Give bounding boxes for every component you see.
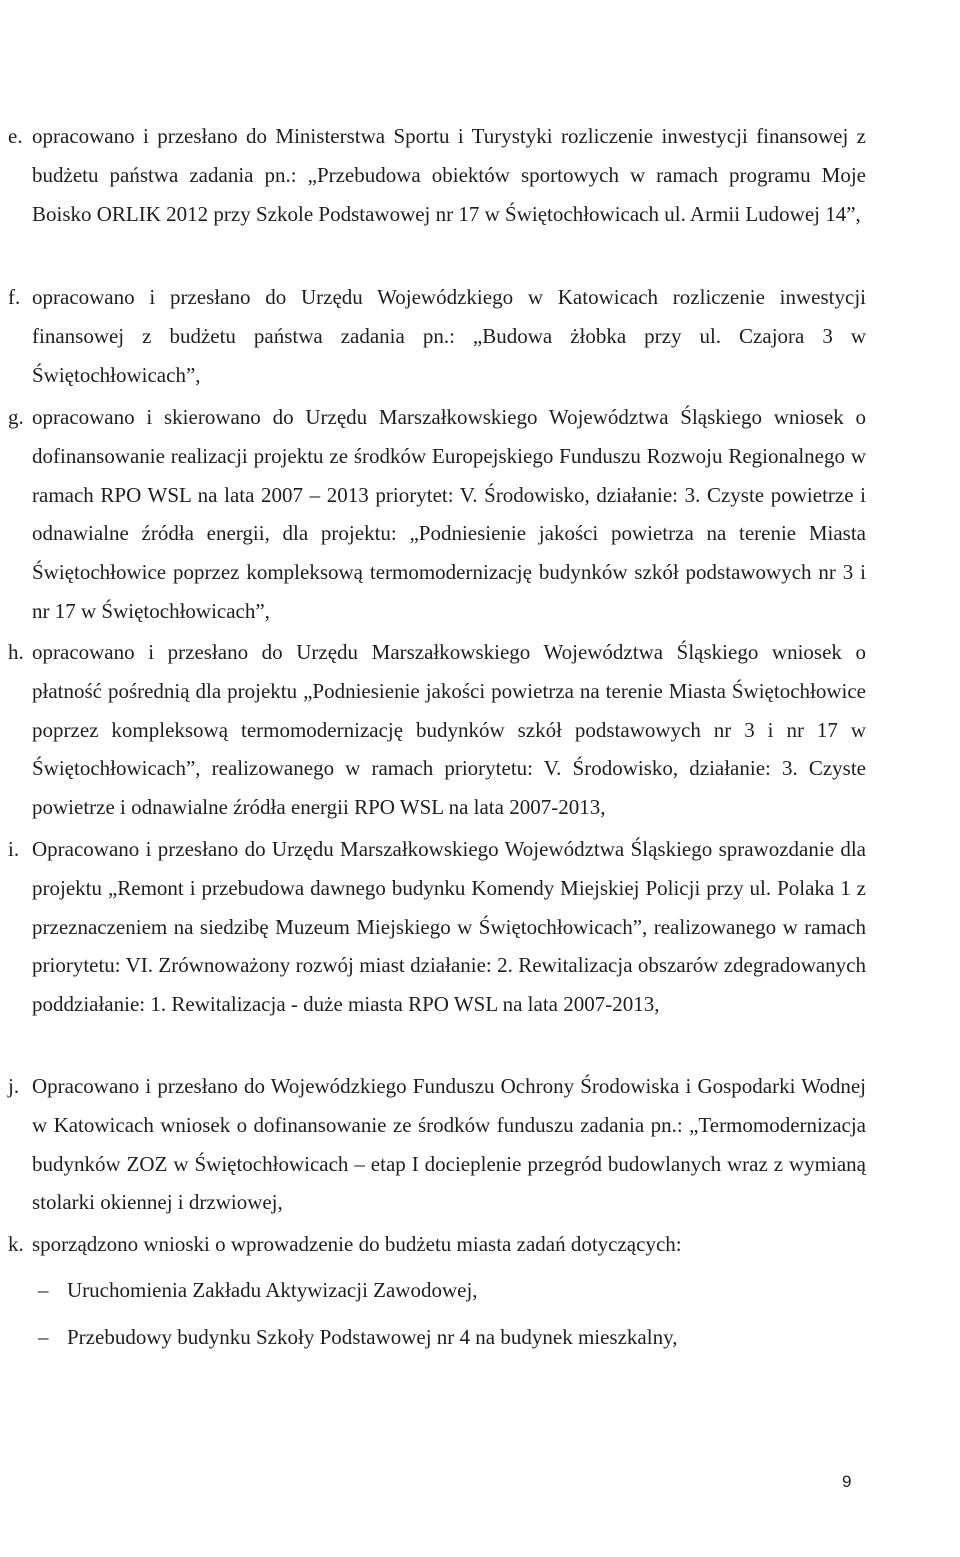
list-item-i xyxy=(8,830,866,1024)
sub-list-item xyxy=(38,1318,677,1356)
list-marker: e. xyxy=(8,124,23,148)
list-item-text: opracowano i skierowano do Urzędu Marszałkowskiego Województwa Śląskiego wniosek o dofinansowanie realizacji projektu ze środków Europejskiego Funduszu Rozwoju Regionalnego w ramach RPO WSL na lata 2007 – 2013 priorytet: V. Środowisko, działanie: 3. Czyste powietrze i odnawialne źródła energii, dla projektu: „Podniesienie jakości powietrza na terenie Miasta Świętochłowice poprzez kompleksową termomodernizację budynków szkół podstawowych nr 3 i nr 17 w Świętochłowicach”, xyxy=(32,405,866,623)
list-marker: j. xyxy=(8,1074,20,1098)
page-number: 9 xyxy=(842,1472,852,1491)
list-item-e xyxy=(8,117,866,233)
list-item-text: sporządzono wnioski o wprowadzenie do budżetu miasta zadań dotyczących: xyxy=(32,1232,682,1256)
sub-list-item-text: Uruchomienia Zakładu Aktywizacji Zawodowej, xyxy=(67,1278,478,1302)
list-marker: i. xyxy=(8,837,20,861)
list-item-text: Opracowano i przesłano do Wojewódzkiego Funduszu Ochrony Środowiska i Gospodarki Wodnej w Katowicach wniosek o dofinansowanie ze środków funduszu zadania pn.: „Termomodernizacja budynków ZOZ w Świętochłowicach – etap I docieplenie przegród budowlanych wraz z wymianą stolarki okiennej i drzwiowej, xyxy=(32,1074,866,1215)
list-marker: f. xyxy=(8,285,21,309)
sub-list-item xyxy=(38,1271,478,1309)
list-item-text: Opracowano i przesłano do Urzędu Marszałkowskiego Województwa Śląskiego sprawozdanie dla projektu „Remont i przebudowa dawnego budynku Komendy Miejskiej Policji przy ul. Polaka 1 z przeznaczeniem na siedzibę Muzeum Miejskiego w Świętochłowicach”, realizowanego w ramach priorytetu: VI. Zrównoważony rozwój miast działanie: 2. Rewitalizacja obszarów zdegradowanych poddziałanie: 1. Rewitalizacja - duże miasta RPO WSL na lata 2007-2013, xyxy=(32,837,866,1017)
list-item-j xyxy=(8,1067,866,1222)
list-item-f xyxy=(8,278,866,394)
list-item-h xyxy=(8,633,866,827)
list-marker: k. xyxy=(8,1232,24,1256)
dash-marker: – xyxy=(38,1325,49,1349)
list-marker: h. xyxy=(8,640,24,664)
list-item-k xyxy=(8,1225,866,1264)
list-item-text: opracowano i przesłano do Urzędu Wojewódzkiego w Katowicach rozliczenie inwestycji finansowej z budżetu państwa zadania pn.: „Budowa żłobka przy ul. Czajora 3 w Świętochłowicach”, xyxy=(32,285,866,387)
list-item-g xyxy=(8,398,866,631)
list-item-text: opracowano i przesłano do Urzędu Marszałkowskiego Województwa Śląskiego wniosek o płatność pośrednią dla projektu „Podniesienie jakości powietrza na terenie Miasta Świętochłowice poprzez kompleksową termomodernizację budynków szkół podstawowych nr 3 i nr 17 w Świętochłowicach”, realizowanego w ramach priorytetu: V. Środowisko, działanie: 3. Czyste powietrze i odnawialne źródła energii RPO WSL na lata 2007-2013, xyxy=(32,640,866,820)
sub-list-item-text: Przebudowy budynku Szkoły Podstawowej nr 4 na budynek mieszkalny, xyxy=(67,1325,678,1349)
list-item-text: opracowano i przesłano do Ministerstwa Sportu i Turystyki rozliczenie inwestycji finansowej z budżetu państwa zadania pn.: „Przebudowa obiektów sportowych w ramach programu Moje Boisko ORLIK 2012 przy Szkole Podstawowej nr 17 w Świętochłowicach ul. Armii Ludowej 14”, xyxy=(32,124,866,226)
dash-marker: – xyxy=(38,1278,49,1302)
list-marker: g. xyxy=(8,405,24,429)
